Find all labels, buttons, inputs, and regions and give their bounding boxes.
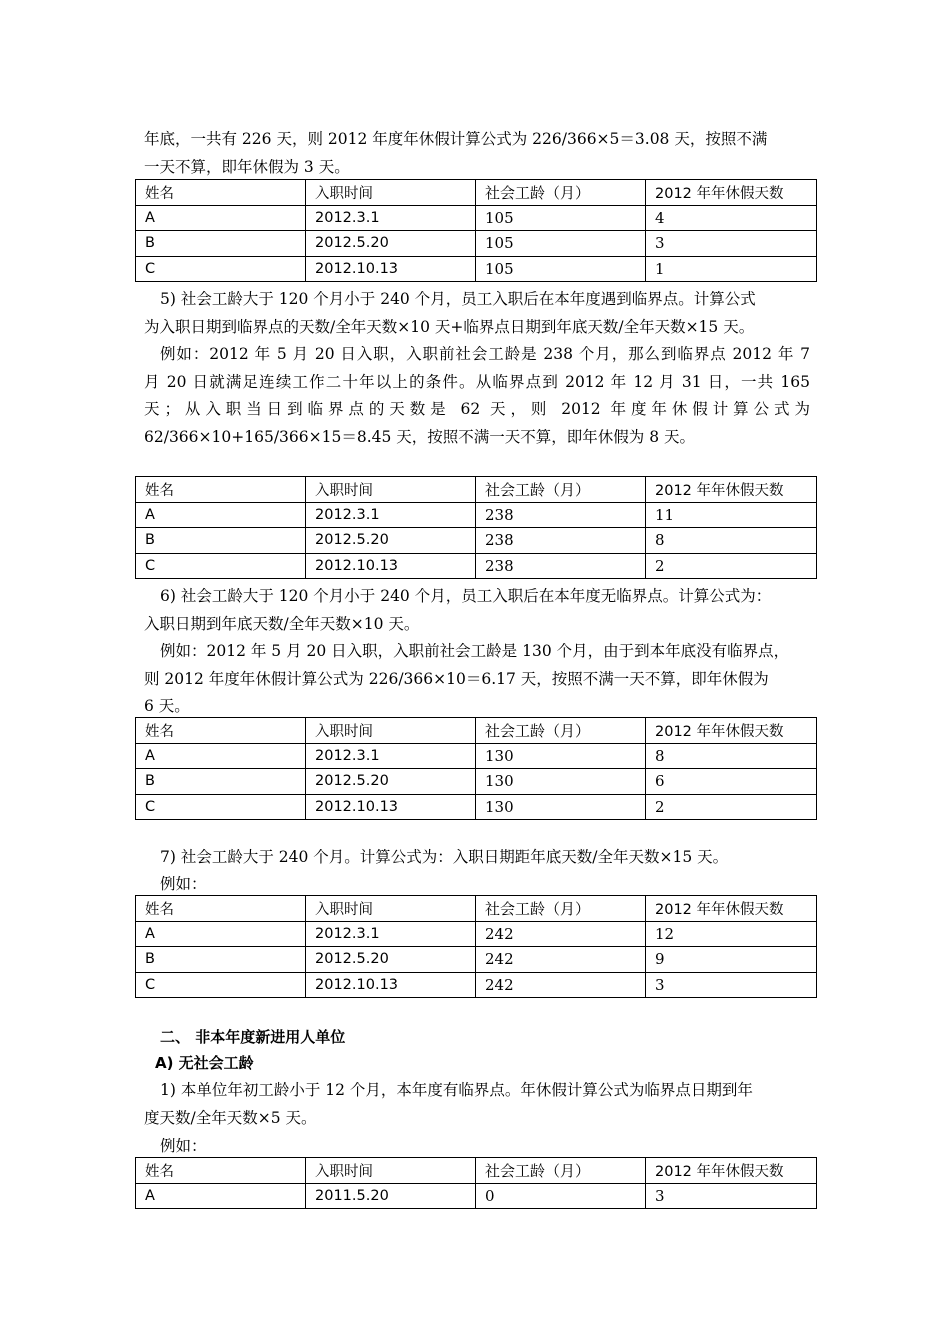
text-line: 6) 社会工龄大于 120 个月小于 240 个月，员工入职后在本年度无临界点。计算公式为：	[160, 587, 772, 605]
column-header: 入职时间	[306, 1158, 476, 1184]
text-line: 7) 社会工龄大于 240 个月。计算公式为：入职日期距年底天数/全年天数×15 天。	[160, 848, 729, 866]
leave-days-cell: 2	[646, 794, 817, 820]
table-row	[136, 256, 817, 282]
table-row	[136, 502, 817, 528]
table-header-row	[136, 896, 817, 922]
name-cell: C	[136, 794, 306, 820]
column-header: 入职时间	[306, 477, 476, 503]
leave-days-cell: 2	[646, 553, 817, 579]
table-row	[136, 947, 817, 973]
table-header-row	[136, 180, 817, 206]
column-header: 姓名	[136, 896, 306, 922]
name-cell: A	[136, 743, 306, 769]
name-cell: C	[136, 553, 306, 579]
text-line: 为入职日期到临界点的天数/全年天数×10 天+临界点日期到年底天数/全年天数×15 天。	[144, 317, 755, 336]
text-line: 62/366×10+165/366×15＝8.45 天，按照不满一天不算，即年休假为 8 天。	[144, 427, 695, 446]
seniority-cell: 130	[476, 794, 646, 820]
text-line: 6 天。	[144, 697, 190, 715]
table-header-row	[136, 477, 817, 503]
table-row	[136, 743, 817, 769]
text-line: 例如：	[160, 1137, 207, 1155]
leave-days-cell: 12	[646, 921, 817, 947]
seniority-cell: 0	[476, 1183, 646, 1209]
section-heading: 二、 非本年度新进用人单位	[160, 1028, 346, 1046]
example-6-paragraph	[144, 638, 810, 721]
leave-table-5	[135, 1157, 817, 1209]
column-header: 2012 年年休假天数	[646, 896, 817, 922]
leave-days-cell: 8	[646, 743, 817, 769]
text-line: 度天数/全年天数×5 天。	[144, 1108, 317, 1127]
seniority-cell: 105	[476, 256, 646, 282]
text-line: 例如：2012 年 5 月 20 日入职，入职前社会工龄是 238 个月，那么到临界点 2012 年 7	[160, 345, 810, 363]
seniority-cell: 242	[476, 921, 646, 947]
seniority-cell: 238	[476, 528, 646, 554]
column-header: 姓名	[136, 477, 306, 503]
table-row	[136, 528, 817, 554]
leave-table-1	[135, 179, 817, 282]
text-line: 天；从入职当日到临界点的天数是 62 天，则 2012 年度年休假计算公式为	[144, 400, 810, 418]
hire-date-cell: 2012.3.1	[306, 502, 476, 528]
table-row	[136, 205, 817, 231]
leave-table-4	[135, 895, 817, 998]
column-header: 2012 年年休假天数	[646, 477, 817, 503]
column-header: 2012 年年休假天数	[646, 180, 817, 206]
hire-date-cell: 2012.10.13	[306, 972, 476, 998]
hire-date-cell: 2012.10.13	[306, 794, 476, 820]
table-row	[136, 553, 817, 579]
hire-date-cell: 2012.5.20	[306, 528, 476, 554]
column-header: 姓名	[136, 718, 306, 744]
seniority-cell: 130	[476, 769, 646, 795]
column-header: 社会工龄（月）	[476, 477, 646, 503]
leave-days-cell: 9	[646, 947, 817, 973]
leave-days-cell: 1	[646, 256, 817, 282]
intro-paragraph	[144, 126, 810, 181]
hire-date-cell: 2012.5.20	[306, 947, 476, 973]
hire-date-cell: 2012.10.13	[306, 553, 476, 579]
seniority-cell: 105	[476, 205, 646, 231]
hire-date-cell: 2012.5.20	[306, 231, 476, 257]
leave-table-2	[135, 476, 817, 579]
name-cell: C	[136, 256, 306, 282]
name-cell: B	[136, 947, 306, 973]
name-cell: A	[136, 921, 306, 947]
table-row	[136, 972, 817, 998]
column-header: 姓名	[136, 180, 306, 206]
name-cell: C	[136, 972, 306, 998]
example-5-paragraph	[144, 341, 810, 451]
column-header: 社会工龄（月）	[476, 718, 646, 744]
column-header: 社会工龄（月）	[476, 180, 646, 206]
hire-date-cell: 2012.10.13	[306, 256, 476, 282]
name-cell: B	[136, 231, 306, 257]
seniority-cell: 130	[476, 743, 646, 769]
column-header: 入职时间	[306, 896, 476, 922]
text-line: 一天不算，即年休假为 3 天。	[144, 157, 350, 176]
seniority-cell: 105	[476, 231, 646, 257]
text-line: 1) 本单位年初工龄小于 12 个月，本年度有临界点。年休假计算公式为临界点日期到年	[160, 1081, 753, 1099]
leave-days-cell: 3	[646, 231, 817, 257]
hire-date-cell: 2012.3.1	[306, 205, 476, 231]
leave-days-cell: 11	[646, 502, 817, 528]
table-row	[136, 769, 817, 795]
example-1-label	[160, 1134, 826, 1158]
seniority-cell: 238	[476, 502, 646, 528]
column-header: 姓名	[136, 1158, 306, 1184]
text-line: 则 2012 年度年休假计算公式为 226/366×10＝6.17 天，按照不满一天不算，即年休假为	[144, 669, 769, 688]
leave-table-3	[135, 717, 817, 820]
table-row	[136, 921, 817, 947]
seniority-cell: 242	[476, 972, 646, 998]
table-header-row	[136, 1158, 817, 1184]
text-line: 年底，一共有 226 天，则 2012 年度年休假计算公式为 226/366×5＝3.08 天，按照不满	[144, 130, 768, 148]
column-header: 2012 年年休假天数	[646, 1158, 817, 1184]
rule-6-paragraph	[144, 583, 810, 638]
name-cell: A	[136, 502, 306, 528]
hire-date-cell: 2012.3.1	[306, 921, 476, 947]
hire-date-cell: 2012.3.1	[306, 743, 476, 769]
rule-1-paragraph	[144, 1077, 810, 1132]
column-header: 入职时间	[306, 718, 476, 744]
text-line: 入职日期到年底天数/全年天数×10 天。	[144, 614, 420, 633]
table-row	[136, 1183, 817, 1209]
seniority-cell: 238	[476, 553, 646, 579]
table-row	[136, 794, 817, 820]
leave-days-cell: 4	[646, 205, 817, 231]
seniority-cell: 242	[476, 947, 646, 973]
text-line: 月 20 日就满足连续工作二十年以上的条件。从临界点到 2012 年 12 月 31 日，一共 165	[144, 372, 810, 391]
leave-days-cell: 3	[646, 1183, 817, 1209]
text-line: 5) 社会工龄大于 120 个月小于 240 个月，员工入职后在本年度遇到临界点。计算公式	[160, 290, 756, 308]
table-row	[136, 231, 817, 257]
column-header: 社会工龄（月）	[476, 896, 646, 922]
leave-days-cell: 3	[646, 972, 817, 998]
leave-days-cell: 8	[646, 528, 817, 554]
example-7-label	[160, 872, 826, 896]
text-line: 例如：2012 年 5 月 20 日入职，入职前社会工龄是 130 个月，由于到本年底没有临界点，	[160, 642, 790, 660]
name-cell: B	[136, 528, 306, 554]
name-cell: B	[136, 769, 306, 795]
leave-days-cell: 6	[646, 769, 817, 795]
name-cell: A	[136, 205, 306, 231]
rule-5-paragraph	[144, 286, 810, 341]
column-header: 2012 年年休假天数	[646, 718, 817, 744]
column-header: 入职时间	[306, 180, 476, 206]
hire-date-cell: 2011.5.20	[306, 1183, 476, 1209]
text-line: 例如：	[160, 875, 207, 893]
rule-7-paragraph	[144, 844, 810, 872]
name-cell: A	[136, 1183, 306, 1209]
hire-date-cell: 2012.5.20	[306, 769, 476, 795]
table-header-row	[136, 718, 817, 744]
section-subheading: A) 无社会工龄	[155, 1054, 254, 1072]
column-header: 社会工龄（月）	[476, 1158, 646, 1184]
